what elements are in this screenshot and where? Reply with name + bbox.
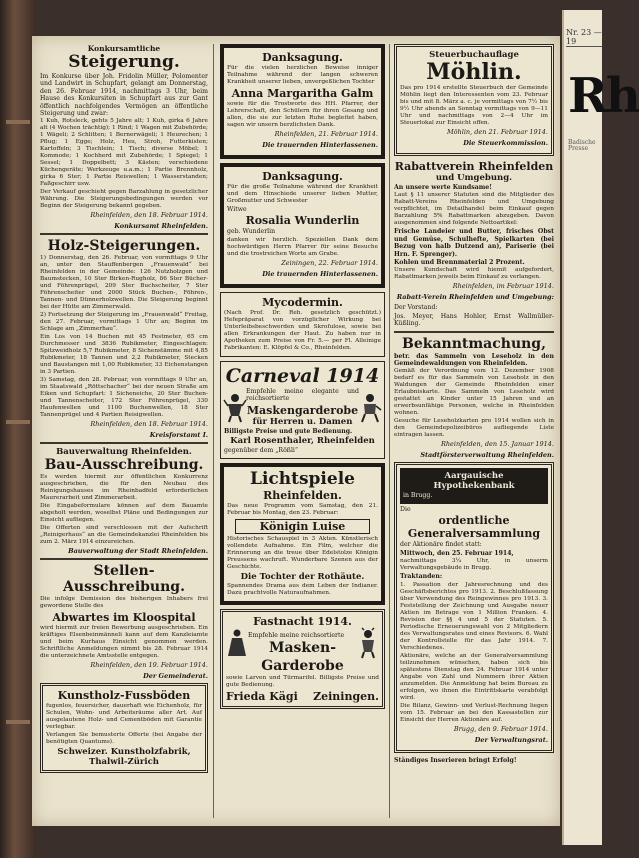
bau-paragraph: Die Eingabeformulare können auf dem Bauamte abgeholt werden, woselbst Pläne und Bedingungen zur Einsicht aufliegen. <box>40 503 208 524</box>
danksagung-galm-ad <box>220 44 385 159</box>
newspaper-page <box>32 36 560 826</box>
carneval-address: gegenüber dem „Rößli“ <box>224 447 299 455</box>
column-right <box>394 44 554 818</box>
konkurs-label: Konkursamtliche <box>87 44 161 53</box>
danksagung-place: Zeiningen, 22. Februar 1914. <box>281 258 378 267</box>
deceased-maiden-name: geb. Wunderlin <box>227 228 276 236</box>
carneval-merchant: Karl Rosenthaler, Rheinfelden <box>230 436 375 447</box>
steuerbuch-text: Das pro 1914 erstellte Steuerbuch der Gemeinde Möhlin liegt den Interessenten vom 23. Februar bis und mit 8. März a. c. je vormittags von 7½ bis 9½ Uhr abends an Sonntag vormittags von 9—11 Uhr und nachmittags von 2—4 Uhr im Steuerlokal zur Einsicht offen. <box>400 85 548 126</box>
rabatt-kohle: Kohlen und Brennmaterial 2 Prozent. <box>394 259 525 267</box>
kunstholz-title: Kunstholz-Fussböden <box>57 689 191 703</box>
bekanntmachung-date: Rheinfelden, den 15. Januar 1914. <box>440 440 554 449</box>
rabatt-board: Der Vorstand: <box>394 304 438 312</box>
fastnacht-town: Zeiningen. <box>313 690 379 704</box>
rabatt-signature: Rabatt-Verein Rheinfelden und Umgebung: <box>396 293 554 302</box>
stellen-title: Stellen-Ausschreibung. <box>63 563 185 596</box>
mycodermin-ad <box>220 292 385 357</box>
divider <box>40 442 208 444</box>
bekanntmachung-paragraph: Gesuche für Leseholzkarten pro 1914 wollen sich in den Gemeindepolizeibüros aufliegende Liste eintragen lassen. <box>394 418 554 439</box>
page-footer: Ständiges Inserieren bringt Erfolg! <box>394 756 517 764</box>
hypo-subtitle: der Aktionäre findet statt: <box>400 541 482 549</box>
hypo-paragraph: Aktionäre, welche an der Generalversammlung teilzunehmen wünschen, haben sich bis spätestens Dienstag den 24. Februar 1914 unter Angabe von Zahl und Nummern ihrer Aktien anzumelden. Die Anmeldung hat beim Bureau zu erfolgen, wo ihnen die Eintrittskarte verabfolgt wird. <box>400 652 548 701</box>
kunstholz-ad <box>40 683 208 773</box>
binding-strap <box>6 120 30 124</box>
kunstholz-firm: Schweizer. Kunstholzfabrik, Thalwil-Zürich <box>57 747 191 768</box>
book-binding <box>0 0 36 858</box>
fastnacht-garderobe: Garderobe <box>261 658 344 675</box>
mycodermin-title: Mycodermin. <box>262 295 343 309</box>
film-description: Historisches Schauspiel in 3 Akten. Künstlerisch vollendete Aufnahme. Ein Film, welcher die Erinnerung an die treue über Edelstolze Königin Preussens wachruft. Wunderbare Szenen aus der Geschichte. <box>227 536 378 571</box>
steigerung-date: Rheinfelden, den 18. Februar 1914. <box>90 211 208 220</box>
stellen-paragraph: wird hiermit zur freien Bewerbung ausgeschrieben. Ein kräftiges Elsenbeinmänneli kann auf dem Kanzleiamte und beim Kurhaus Einsicht genommen werden. Schriftliche Anmeldungen nimmt bis 28. Februar 1914 die unterzeichnete Amtsstelle entgegen. <box>40 625 208 660</box>
lichtspiele-ad <box>220 463 385 605</box>
devil-mask-icon <box>357 628 379 658</box>
carneval-ad <box>220 361 385 460</box>
danksagung-text: Für die große Teilnahme während der Krankheit und dem Hinschiede unserer lieben Mutter, Großmutter und Schwester <box>227 184 378 204</box>
film-second-title: Die Tochter der Rothäute. <box>240 572 365 583</box>
hypo-die: Die <box>400 505 411 513</box>
fastnacht-ad <box>220 609 385 709</box>
carneval-price: Billigste Preise und gute Bedienung. <box>224 427 353 435</box>
danksagung-text: sowie für die Trostworte des HH. Pfarrer, der Lehrerschaft, den Schülern für ihren Gesang und allen, die sie zur letzten Ruhe begleitet haben, sagen wir unsern herzlichsten Dank. <box>227 101 378 128</box>
danksagung-title: Danksagung. <box>262 51 343 64</box>
hypo-generalversammlung: ordentliche Generalversammlung <box>407 514 541 541</box>
bau-signature: Bauverwaltung der Stadt Rheinfelden. <box>68 547 208 556</box>
fastnacht-title: Fastnacht 1914. <box>253 615 352 629</box>
danksagung-text: danken wir herzlich. Speziellen Dank dem hochwürdigen Herrn Pfarrer für seine Besuche und die trostreichen Worte am Grabe. <box>227 236 378 257</box>
bekanntmachung-paragraph: Gemäß der Verordnung vom 12. Dezember 1908 bedarf es für das Sammeln von Leseholz in den Waldungen der Gemeinde Rheinfelden einer Erlaubniskarte. Das Sammeln von Leseholz wird gestattet an Kinder unter 15 Jahren und an erwerbsunfähige Personen, welche in Rheinfelden wohnen. <box>394 368 554 417</box>
stellen-role: Abwartes im Kloospital <box>52 611 196 625</box>
adjacent-page-text: Badische Presse <box>568 139 596 152</box>
column-rule <box>389 44 390 818</box>
hypo-title: Aargauische Hypothekenbank <box>433 471 515 492</box>
hypo-place: Brugg, den 9. Februar 1914. <box>453 724 548 733</box>
hypo-traktanden: 1. Passation der Jahresrechnung und des Geschäftsberichtes pro 1913. 2. Beschlußfassung über Verwendung des Reingewinnes pro 1913. 3. Feststellung der Zeichnung und Ausgabe neuer Aktien im Betrage von 1 Million Franken. 4. Revision der §§ 4 und 5 der Statuten. 5. Periodische Erneuerungswahl von 2 Mitgliedern des Verwaltungsrates und eines Revisors. 6. Wahl der Kontrollstelle für das Jahr 1914. 7. Verschiedenes. <box>400 581 548 651</box>
adjacent-page-masthead: Rh <box>568 68 639 124</box>
steuerbuch-ad <box>394 44 554 156</box>
bau-label: Bauverwaltung Rheinfelden. <box>56 447 192 458</box>
binding-strap <box>6 420 30 424</box>
holz-paragraph: Ein Los von 14 Buchen mit 45 Festmeter, 65 cm Durchmesser und 3836 Rubikmeter, Eingeschlagen: Spitzweidholz 5,7 Rubikmeter, 8 Sichenstämme mit 4,85 Rubikmeter, 18 Tannen und 2,2 Rubikmeter, Stecken und Baustangen mit 1,00 Rubikmeter, 33 Eichenstangen in 3 Partien. <box>40 334 208 376</box>
lady-mask-icon <box>226 628 248 658</box>
deceased-name: Anna Margaritha Galm <box>231 87 374 100</box>
steigerung-text: Im Konkurse über Joh. Fridolin Müller, Polomenter und Landwirt in Schupfart, gelangt am Donnerstag, den 26. Februar 1914, nachmittags 3 Uhr, beim Hause des Konkursiten in Schupfart aus zur Gant öffentlich nachfolgendes Vermögen an öffentliche Steigerung und zwar: <box>40 73 208 118</box>
holz-date: Rheinfelden, den 18. Februar 1914. <box>90 420 208 429</box>
kunstholz-text: fugenlos, feuersicher, dauerhaft wie Eichenholz, für Schulen, Wohn- und Arbeitsräume aller Art. Auf ausgelautene Holz- und Cementböden mit Garantie verlegbar. <box>46 703 202 731</box>
bekanntmachung-title: Bekanntmachung, <box>402 335 546 352</box>
mycodermin-text: (Nach Prof. Dr. Reh. gesetzlich geschützt.) Hefepräparat von vorzüglicher Wirkung bei Unterleibsbeschwerden und Skrofulose, sowie bei allen Erkrankungen der Haut. Zu haben nur in Apotheken zum Preise von Fr. 5.— per Fl. Alleinige Fabrikanten: E. Klöpfel & Co., Rheinfelden. <box>224 309 381 351</box>
hypo-traktanden-label: Traktanden: <box>400 573 443 581</box>
rabatt-title: Rabattverein Rheinfelden <box>394 160 554 173</box>
binding-strap <box>6 720 30 724</box>
stellen-paragraph: Die infolge Demission des bisherigen Inhabers frei gewordene Stelle des <box>40 596 208 610</box>
divider <box>40 558 208 560</box>
adjacent-page <box>562 10 639 845</box>
jester-icon <box>224 392 246 422</box>
hypothekenbank-ad <box>394 462 554 752</box>
fastnacht-merchant: Frieda Kägi <box>226 690 298 704</box>
bau-paragraph: Die Offerten sind verschlossen mit der Aufschrift „Reinigerhaus“ an die Gemeindekanzlei Rheinfelden bis zum 2. März 1914 einzureichen. <box>40 525 208 546</box>
hypo-date: Mittwoch, den 25. Februar 1914, <box>400 549 514 557</box>
carneval-title: Carneval 1914 <box>225 364 380 387</box>
danksagung-text: Für die vielen herzlichen Beweise inniger Teilnahme während der langen schweren Krankheit unserer lieben, unvergeßlichen Tochter <box>227 65 378 85</box>
danksagung-wunderlin-ad <box>220 163 385 288</box>
adjacent-page-header: Nr. 23 — 19 <box>566 28 602 46</box>
bekanntmachung-subtitle: betr. das Sammeln von Leseholz in den Gemeindewaldungen von Rheinfelden. <box>394 352 554 368</box>
steuerbuch-town: Möhlin. <box>426 59 522 85</box>
fastnacht-masken: Masken- <box>268 640 337 657</box>
divider <box>394 331 554 333</box>
stellen-date: Rheinfelden, den 19. Februar 1914. <box>90 661 208 670</box>
danksagung-place: Rheinfelden, 21. Februar 1914. <box>274 130 378 138</box>
danksagung-signature: Die trauernden Hinterlassenen. <box>262 141 378 149</box>
steigerung-title: Steigerung. <box>68 52 180 72</box>
steigerung-signature: Konkursamt Rheinfelden. <box>114 222 208 231</box>
holz-paragraph: 1) Donnerstag, den 26. Februar, von vormittags 9 Uhr an, unter den Stauffenbergen „Frauenwald“ bei Rheinfelden in der Gemeinde: 126 Nutzholzgen und Baumstecken, 10 Ster Birken-Rugholz, 86 Ster Bücher- und Föhrenprügel, 209 Ster Buchscheiter, 7 Ster Föhrenscheiter und 2000 Stück Buchen-, Föhren-, Tannen- und Dünnerholzwellen. Die Steigerung beginnt bei der Hütte am Zimmerwald. <box>40 255 208 311</box>
fastnacht-items: sowie Larven und Türmarifel. Billigste Preise und gute Bedienung. <box>226 675 379 689</box>
deceased-name: Rosalia Wunderlin <box>245 214 360 228</box>
film-description: Spannendes Drama aus dem Leben der Indianer. Dazu prachtvolle Naturaufnahmen. <box>227 583 378 597</box>
hypo-signature: Der Verwaltungsrat. <box>474 735 548 744</box>
lichtspiele-title: Lichtspiele <box>250 469 355 490</box>
column-rule <box>213 44 214 818</box>
holz-paragraph: 3) Samstag, den 28. Februar, von vormittags 9 Uhr an, im Staatswald „Röttschacher“ bei der neuen Straße am Eiken und Schupfart: 1 Sicheneiche, 20 Ster Buchen- und Tannenscheiter, 172 Ster Föhrenprügel, 330 Haufenwellen und 1100 Buchenwellen, 18 Ster Tannenprügel und 4 Partien Reisigwellen. <box>40 377 208 419</box>
lichtspiele-city: Rheinfelden. <box>263 489 342 503</box>
rabatt-subtitle: und Umgebung. <box>435 173 513 183</box>
holz-signature: Kreisforstamt I. <box>149 431 208 440</box>
bau-title: Bau-Ausschreibung. <box>44 457 204 474</box>
film-title: Königin Luise <box>235 519 370 534</box>
rabatt-paragraph: Unsere Kundschaft wird hiemit aufgefordert, Rabattmarken jeweils beim Einkauf zu verlangen. <box>394 267 554 281</box>
rabatt-paragraph: Laut § 11 unserer Statuten sind die Mitglieder des Rabatt-Vereins Rheinfelden und Umgebung verpflichtet, im Detailhandel beim Einkauf gegen Barzahlung 5% Rabattmarken abzugeben. Davon ausgenommen sind folgende Nettoartikel: <box>394 192 554 227</box>
bau-paragraph: Es werden hiermit zur öffentlichen Konkurrenz ausgeschrieben, die für den Neubau des Reinigungshauses im Rheinbadfeld erforderlichen Maurerarbeit und Zimmerarbeit. <box>40 474 208 502</box>
steuerbuch-date: Möhlin, den 21. Februar 1914. <box>446 128 548 136</box>
harlequin-icon <box>359 392 381 422</box>
stellen-signature: Der Gemeinderat. <box>143 672 208 681</box>
deceased-prefix: Witwe <box>227 206 247 213</box>
steigerung-items: 1 Kuh, Rotsleck, gehts 5 Jahre alt; 1 Kuh, girka 6 Jahre alt (4 Wochen trächtig); 1 Rind; 1 Wagen mit Zubehörde; 1 Wägeli; 2 Schlitten; 1 Bernerwägeli; 1 Heurechen; 1 Pflug; 1 Egge; Holz, Heu, Stroh, Futterkisten; Kartoffeln; 3 Tischlein; 1 Tisch; diverse Möbel; 1 Kommode; 1 Kochherd mit Zubehörde; 1 Spiegel; 1 Sessel; 1 Doppelbett; 3 Kästen; verschiedene Küchengeräte; Werkzeuge u.a.m.; 1 Partie Brennholz, girka 6 Ster; 1 Partie Reiswellen; 1 Wasserstanden; Faßgeschirr usw. <box>40 118 208 188</box>
lichtspiele-date: Das neue Programm vom Samstag, den 21. Februar bis Montag, den 23. Februar: <box>227 503 378 517</box>
bekanntmachung-signature: Stadtförsterverwaltung Rheinfelden. <box>420 451 554 460</box>
carneval-for: für Herren u. Damen <box>252 416 353 427</box>
danksagung-title: Danksagung. <box>262 170 343 183</box>
steuerbuch-label: Steuerbuchauflage <box>429 50 519 60</box>
danksagung-signature: Die trauernden Hinterlassenen. <box>262 269 378 278</box>
holz-paragraph: 2) Fortsetzung der Steigerung im „Frauenwald“ Freitag, den 27. Februar, vormittags 1 Uhr an; Beginn im Schlage am „Zimmerhau“. <box>40 312 208 333</box>
carneval-subtitle: Empfehle meine elegante und reichsortierte <box>246 387 359 403</box>
divider <box>40 233 208 235</box>
fastnacht-subtitle: Empfehle meine reichsortierte <box>248 631 345 639</box>
column-left <box>40 44 208 818</box>
hypo-title-bar <box>400 468 548 503</box>
holz-title: Holz-Steigerungen. <box>47 238 201 255</box>
rabatt-place: Rheinfelden, im Februar 1914. <box>452 282 554 291</box>
hypo-town: in Brugg. <box>403 492 433 500</box>
hypo-time: nachmittags 3¼ Uhr, in unserm Verwaltungsgebäude in Brugg. <box>400 558 548 572</box>
column-middle <box>220 44 385 818</box>
steuerbuch-signature: Die Steuerkommission. <box>463 139 548 147</box>
rabatt-names: Jos. Meyer, Hans Hohler, Ernst Wallmüller-Küßling. <box>394 312 554 328</box>
hypo-paragraph: Die Bilanz, Gewinn- und Verlust-Rechnung liegen vom 15. Februar an bei den Kassastellen zur Einsicht der Herren Aktionäre auf. <box>400 702 548 723</box>
kunstholz-text: Verlangen Sie bemusterte Offerte (bei Angabe der benötigten Quantums). <box>46 732 202 746</box>
carneval-maskengarderobe: Maskengarderobe <box>246 403 359 417</box>
rabatt-kicker: An unsere werte Kundsame! <box>394 184 492 191</box>
rabatt-items: Frische Landeier und Butter, frisches Obst und Gemüse, Schulhefte, Spielkarten (bei Bezug von halb Dutzend an), Pariserie (bei Hrn. F. Sprenger). <box>394 228 554 258</box>
steigerung-terms: Der Verkauf geschieht gegen Barzahlung in gesetzlicher Währung. Die Steigerungsbedingungen werden vor Beginn der Steigerung bekannt gegeben. <box>40 189 208 210</box>
